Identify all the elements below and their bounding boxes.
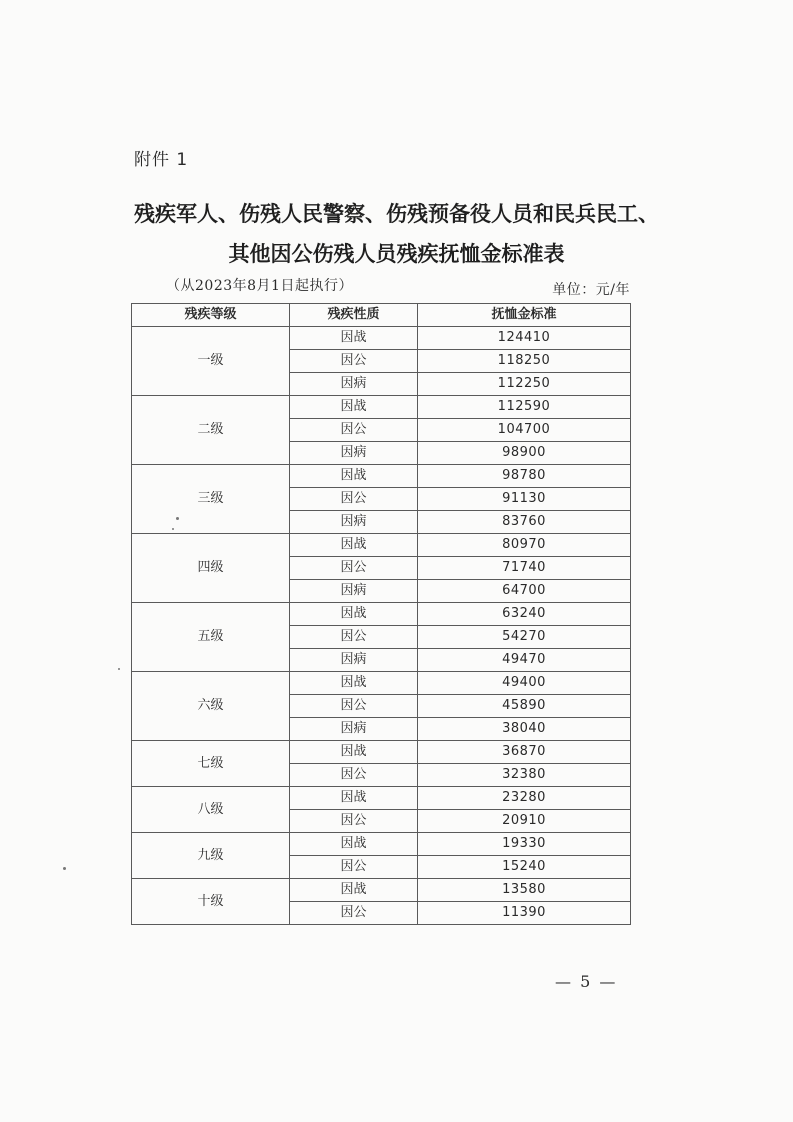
amount-cell: 45890 bbox=[418, 695, 631, 718]
nature-cell: 因战 bbox=[290, 833, 418, 856]
amount-cell: 49400 bbox=[418, 672, 631, 695]
grade-cell: 一级 bbox=[132, 327, 290, 396]
scan-speck bbox=[172, 528, 174, 530]
grade-cell: 十级 bbox=[132, 879, 290, 925]
grade-cell: 四级 bbox=[132, 534, 290, 603]
attachment-label: 附件 1 bbox=[134, 150, 189, 170]
nature-cell: 因战 bbox=[290, 327, 418, 350]
table-row bbox=[132, 741, 631, 764]
scan-speck bbox=[176, 517, 179, 520]
header-disability-nature: 残疾性质 bbox=[290, 304, 418, 327]
nature-cell: 因战 bbox=[290, 787, 418, 810]
nature-cell: 因病 bbox=[290, 442, 418, 465]
header-disability-grade: 残疾等级 bbox=[132, 304, 290, 327]
nature-cell: 因病 bbox=[290, 649, 418, 672]
amount-cell: 98900 bbox=[418, 442, 631, 465]
table-row bbox=[132, 603, 631, 626]
amount-cell: 15240 bbox=[418, 856, 631, 879]
table-row bbox=[132, 833, 631, 856]
amount-cell: 38040 bbox=[418, 718, 631, 741]
amount-cell: 71740 bbox=[418, 557, 631, 580]
amount-cell: 13580 bbox=[418, 879, 631, 902]
amount-cell: 112590 bbox=[418, 396, 631, 419]
amount-cell: 124410 bbox=[418, 327, 631, 350]
nature-cell: 因公 bbox=[290, 626, 418, 649]
nature-cell: 因战 bbox=[290, 534, 418, 557]
amount-cell: 49470 bbox=[418, 649, 631, 672]
amount-cell: 80970 bbox=[418, 534, 631, 557]
nature-cell: 因公 bbox=[290, 902, 418, 925]
nature-cell: 因病 bbox=[290, 511, 418, 534]
nature-cell: 因公 bbox=[290, 810, 418, 833]
nature-cell: 因战 bbox=[290, 879, 418, 902]
amount-cell: 63240 bbox=[418, 603, 631, 626]
table-row bbox=[132, 672, 631, 695]
header-pension-standard: 抚恤金标准 bbox=[418, 304, 631, 327]
amount-cell: 54270 bbox=[418, 626, 631, 649]
nature-cell: 因病 bbox=[290, 373, 418, 396]
nature-cell: 因病 bbox=[290, 580, 418, 603]
amount-cell: 23280 bbox=[418, 787, 631, 810]
nature-cell: 因公 bbox=[290, 764, 418, 787]
amount-cell: 11390 bbox=[418, 902, 631, 925]
table-caption-row bbox=[152, 275, 630, 297]
nature-cell: 因公 bbox=[290, 856, 418, 879]
amount-cell: 32380 bbox=[418, 764, 631, 787]
amount-cell: 20910 bbox=[418, 810, 631, 833]
document-title-line-1: 残疾军人、伤残人民警察、伤残预备役人员和民兵民工、 bbox=[134, 202, 659, 226]
pension-standard-table bbox=[131, 303, 631, 925]
nature-cell: 因公 bbox=[290, 419, 418, 442]
grade-cell: 八级 bbox=[132, 787, 290, 833]
table-row bbox=[132, 787, 631, 810]
scan-speck bbox=[63, 867, 66, 870]
amount-cell: 91130 bbox=[418, 488, 631, 511]
effective-date-note: （从2023年8月1日起执行） bbox=[166, 278, 353, 294]
nature-cell: 因战 bbox=[290, 741, 418, 764]
amount-cell: 64700 bbox=[418, 580, 631, 603]
table-row bbox=[132, 396, 631, 419]
table-row bbox=[132, 879, 631, 902]
table-row bbox=[132, 465, 631, 488]
table-body bbox=[132, 327, 631, 925]
page-number: — 5 — bbox=[555, 972, 618, 991]
nature-cell: 因公 bbox=[290, 488, 418, 511]
amount-cell: 83760 bbox=[418, 511, 631, 534]
grade-cell: 二级 bbox=[132, 396, 290, 465]
amount-cell: 118250 bbox=[418, 350, 631, 373]
amount-cell: 104700 bbox=[418, 419, 631, 442]
nature-cell: 因战 bbox=[290, 672, 418, 695]
nature-cell: 因公 bbox=[290, 695, 418, 718]
nature-cell: 因公 bbox=[290, 350, 418, 373]
amount-cell: 36870 bbox=[418, 741, 631, 764]
nature-cell: 因病 bbox=[290, 718, 418, 741]
unit-label: 单位：元/年 bbox=[552, 282, 630, 298]
amount-cell: 19330 bbox=[418, 833, 631, 856]
scan-speck bbox=[118, 668, 120, 670]
nature-cell: 因战 bbox=[290, 396, 418, 419]
table-row bbox=[132, 534, 631, 557]
nature-cell: 因公 bbox=[290, 557, 418, 580]
grade-cell: 三级 bbox=[132, 465, 290, 534]
grade-cell: 六级 bbox=[132, 672, 290, 741]
grade-cell: 七级 bbox=[132, 741, 290, 787]
amount-cell: 98780 bbox=[418, 465, 631, 488]
grade-cell: 九级 bbox=[132, 833, 290, 879]
amount-cell: 112250 bbox=[418, 373, 631, 396]
nature-cell: 因战 bbox=[290, 603, 418, 626]
table-header-row bbox=[132, 304, 631, 327]
grade-cell: 五级 bbox=[132, 603, 290, 672]
document-title-line-2: 其他因公伤残人员残疾抚恤金标准表 bbox=[228, 242, 565, 266]
table-row bbox=[132, 327, 631, 350]
nature-cell: 因战 bbox=[290, 465, 418, 488]
